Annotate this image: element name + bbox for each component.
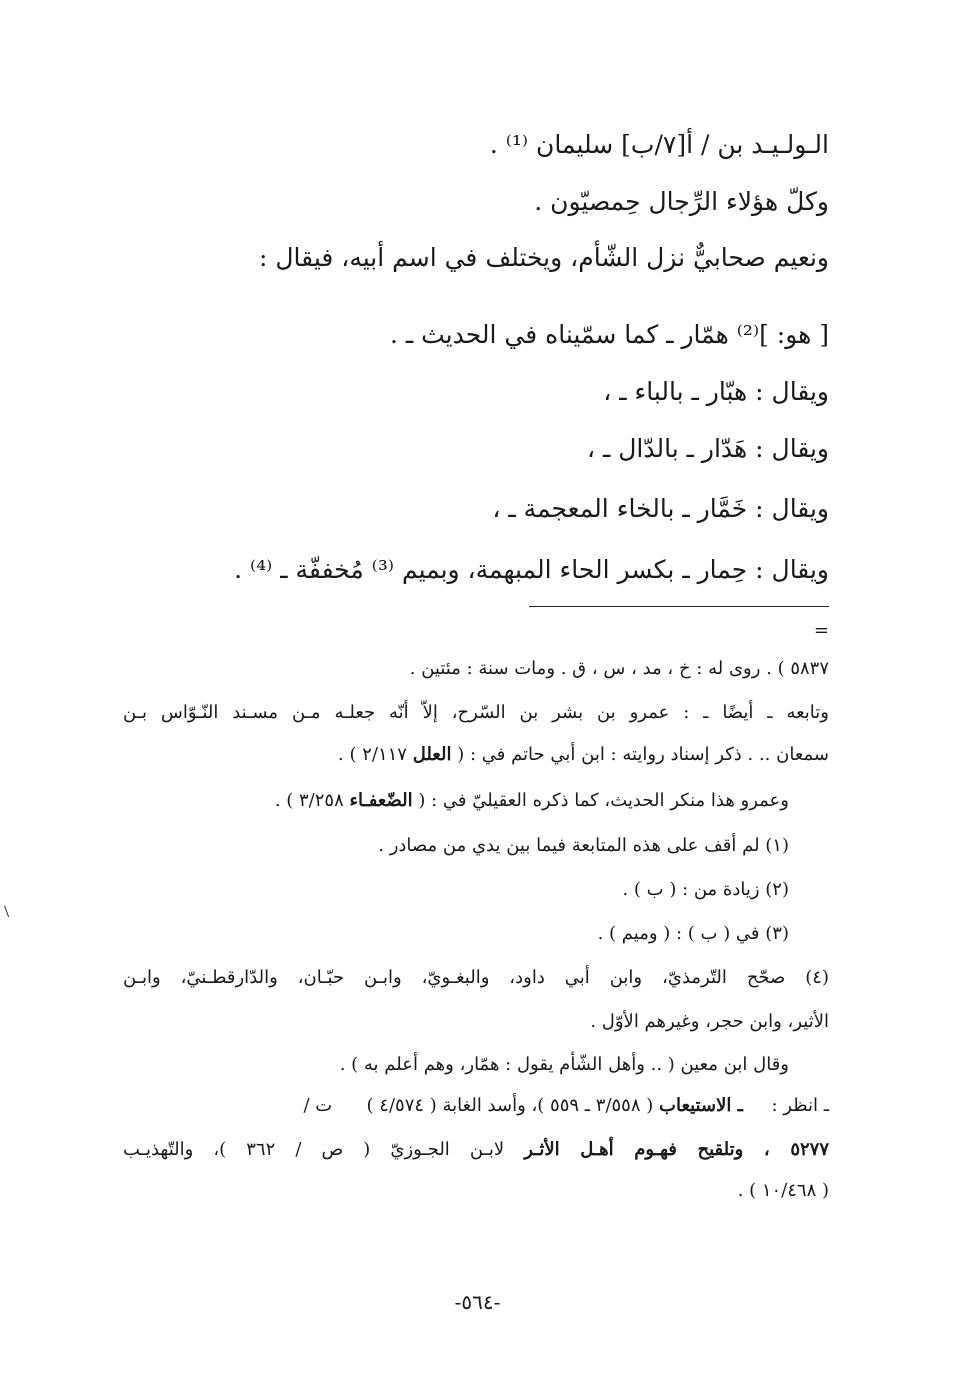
- footnote-text: وعمرو هذا منكر الحديث، كما ذكره العقيليّ في : (: [418, 790, 789, 811]
- page-number: -٥٦٤-: [454, 1290, 501, 1314]
- footnote-line-4: [275, 788, 789, 814]
- footnote-text: ت /: [303, 1095, 333, 1116]
- footnote-4-line-6: ( ١٠/٤٦٨ ) .: [737, 1180, 829, 1201]
- main-text-line-3: ونعيم صحابيٌّ نزل الشّأم، ويختلف في اسم أبيه، فيقال :: [259, 243, 829, 272]
- footnote-4-line-2: الأثير، وابن حجر، وغيرهم الأوّل .: [590, 1011, 829, 1032]
- footnote-text: ٣/٢٥٨ ) .: [274, 790, 344, 811]
- footnote-2: (٢) زيادة من : ( ب ) .: [622, 879, 789, 900]
- footnote-4-line-4: [303, 1093, 829, 1119]
- footnote-text: ـ انظر :: [771, 1095, 829, 1116]
- footnote-text: ( ٣/٥٥٨ ـ ٥٥٩ )، وأسد الغابة ( ٤/٥٧٤ ): [366, 1095, 654, 1116]
- footnote-4-line-1: (٤) صحّح التّرمذيّ، وابن أبي داود، والبغـويّ، وابـن حبّـان، والدّارقطـنيّ، وابـن: [123, 967, 829, 988]
- main-text-line-8: ويقال : حِمار ـ بكسر الحاء المبهمة، وبميم ⁽³⁾ مُخففّة ـ ⁽⁴⁾ .: [234, 555, 829, 584]
- footnote-line-3: [338, 742, 829, 768]
- book-title-al-duafa: الضّعفـاء: [349, 790, 413, 811]
- footnote-continuation-mark: =: [813, 620, 829, 641]
- footnote-text: ٢/١١٧ ) .: [338, 744, 407, 765]
- main-text-line-4: [ هو: ]⁽²⁾ همّار ـ كما سمّيناه في الحديث ـ .: [389, 320, 829, 349]
- footnote-line-1: ٥٨٣٧ ) . روى له : خ ، مد ، س ، ق . ومات سنة : مئتين .: [409, 658, 829, 679]
- book-title-al-istiab: ـ الاستيعاب: [659, 1095, 743, 1116]
- footnote-3: (٣) في ( ب ) : ( وميم ) .: [597, 923, 789, 944]
- main-text-line-5: ويقال : هبّار ـ بالباء ـ ،: [603, 377, 829, 406]
- book-title-talqih: ٥٢٧٧ ، وتلقيح فهـوم أهـل الأثـر: [524, 1139, 829, 1160]
- main-text-line-2: وكلّ هؤلاء الرِّجال حِمصيّون .: [534, 187, 829, 216]
- book-title-al-ilal: العلل: [412, 744, 452, 765]
- main-text-line-1: الـولـيـد بن / أ[٧/ب] سليمان ⁽¹⁾ .: [489, 130, 829, 159]
- footnote-4-line-3: وقال ابن معين ( .. وأهل الشّأم يقول : همّار، وهم أعلم به ) .: [339, 1054, 789, 1075]
- margin-mark: [4, 905, 11, 917]
- main-text-line-6: ويقال : هَدّار ـ بالدّال ـ ،: [586, 434, 829, 463]
- footnote-separator: [529, 606, 829, 607]
- footnote-line-2: وتابعه ـ أيضًا ـ : عمرو بن بشر بن السّرح، إلاّ أنّه جعلـه مـن مسـند النّـوّاس بـن: [123, 702, 829, 723]
- footnote-text: سمعان .. . ذكر إسناد روايته : ابن أبي حاتم في : (: [457, 744, 829, 765]
- main-text-line-7: ويقال : خَمَّار ـ بالخاء المعجمة ـ ،: [492, 494, 829, 523]
- footnote-text: لابـن الجـوزيّ ( ص / ٣٦٢ )، والتّهذيـب: [123, 1139, 505, 1160]
- footnote-4-line-5: [123, 1137, 829, 1163]
- footnote-1: (١) لم أقف على هذه المتابعة فيما بين يدي من مصادر .: [378, 835, 789, 856]
